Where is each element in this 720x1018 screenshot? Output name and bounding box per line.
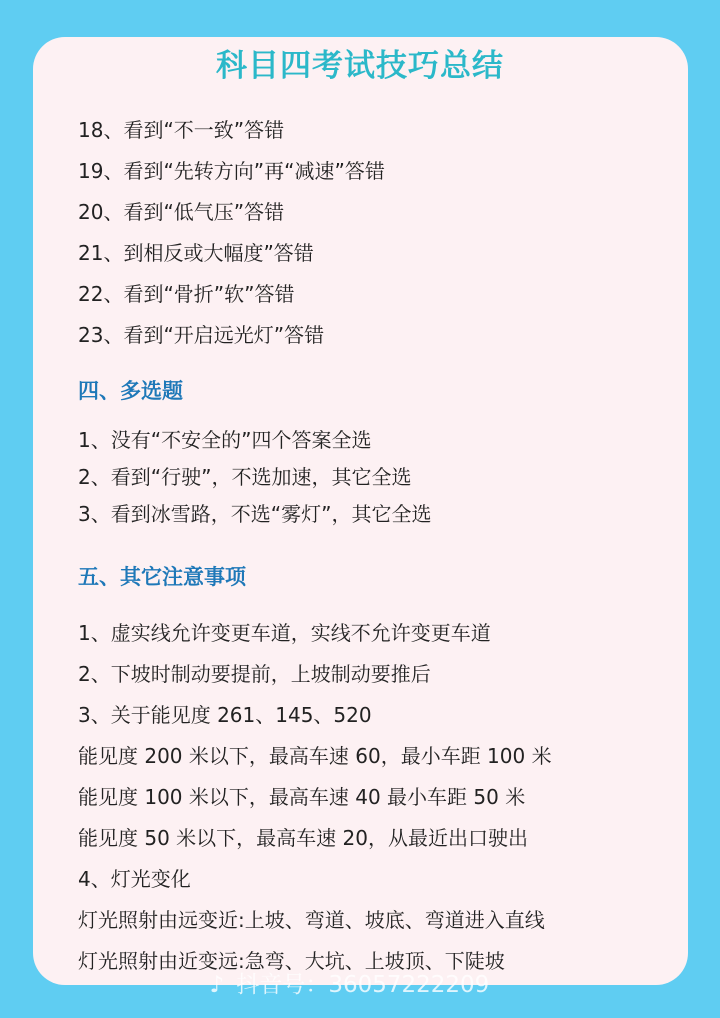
list-item: 能见度 200 米以下，最高车速 60，最小车距 100 米 <box>78 744 552 768</box>
watermark <box>205 966 489 999</box>
section-heading-multiple-choice: 四、多选题 <box>78 379 183 403</box>
list-item: 1、虚实线允许变更车道，实线不允许变更车道 <box>78 621 491 645</box>
list-item: 21、到相反或大幅度”答错 <box>78 241 314 265</box>
list-item: 22、看到“骨折”软”答错 <box>78 282 295 306</box>
list-item: 19、看到“先转方向”再“减速”答错 <box>78 159 385 183</box>
list-item: 灯光照射由远变近:上坡、弯道、坡底、弯道进入直线 <box>78 908 545 932</box>
list-item: 1、没有“不安全的”四个答案全选 <box>78 428 372 452</box>
page-title: 科目四考试技巧总结 <box>216 48 504 84</box>
section-heading-other-notes: 五、其它注意事项 <box>78 565 246 589</box>
list-item: 2、看到“行驶”，不选加速，其它全选 <box>78 465 412 489</box>
list-item: 灯光照射由近变远:急弯、大坑、上坡顶、下陡坡 <box>78 949 505 973</box>
list-item: 3、看到冰雪路，不选“雾灯”，其它全选 <box>78 502 432 526</box>
list-item: 2、下坡时制动要提前，上坡制动要推后 <box>78 662 431 686</box>
list-item: 23、看到“开启远光灯”答错 <box>78 323 325 347</box>
list-item: 4、灯光变化 <box>78 867 191 891</box>
list-item: 18、看到“不一致”答错 <box>78 118 285 142</box>
list-item: 能见度 100 米以下，最高车速 40 最小车距 50 米 <box>78 785 526 809</box>
watermark-text: 抖音号：36057222209 <box>236 972 490 998</box>
tiktok-logo-icon: ♪ <box>209 972 225 998</box>
list-item: 能见度 50 米以下，最高车速 20，从最近出口驶出 <box>78 826 528 850</box>
list-item: 3、关于能见度 261、145、520 <box>78 703 372 727</box>
list-item: 20、看到“低气压”答错 <box>78 200 285 224</box>
